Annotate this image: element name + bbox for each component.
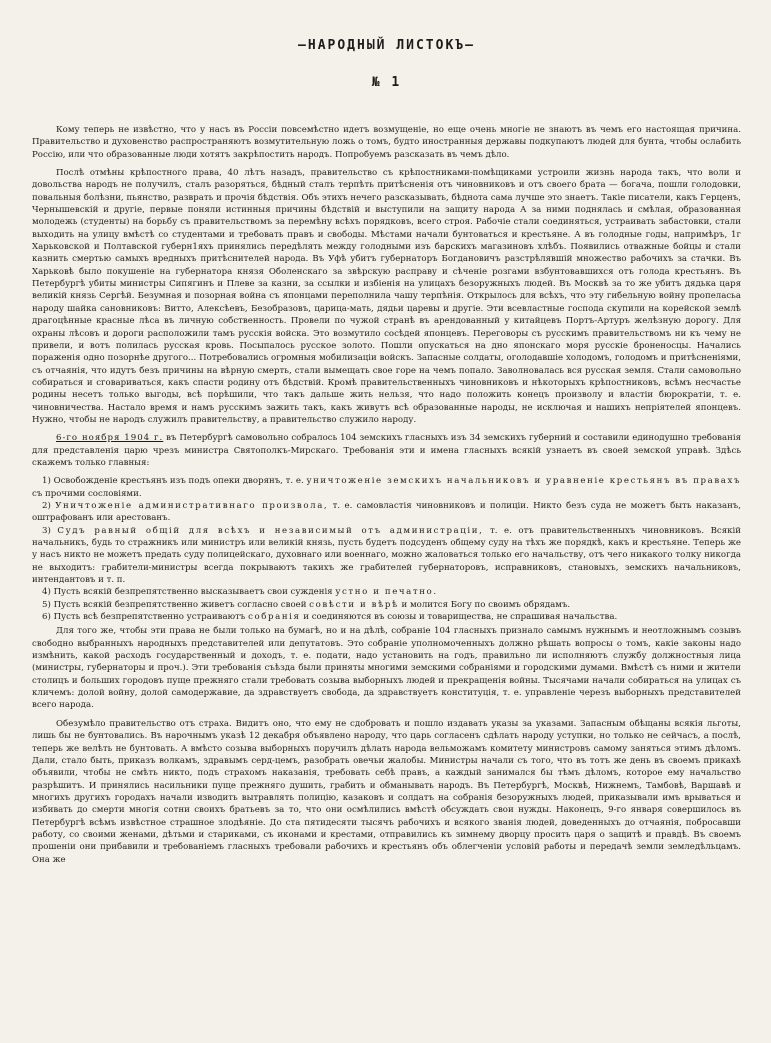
demand-emphasis: собранiя (248, 612, 301, 623)
paragraph-intro: Кому теперь не извѣстно, что у насъ въ Россiи повсемѣстно идетъ возмущенiе, но еще очень многiе не знаютъ въ чемъ его настоящая причина. Правительство и духовенство распространяютъ возмутительную ложь о томъ, будто иностранныя державы подкупаютъ людей для бунта, чтобы ослабить Россiю, или что образованные люди хотятъ закрѣпостить народъ. Попробуемъ разсказать въ чемъ дѣло. (32, 125, 741, 160)
page-title: —НАРОДНЫЙ ЛИСТОКЪ— (298, 38, 475, 53)
demand-tail: и соединяются въ союзы и товарищества, не спрашивая начальства. (303, 612, 618, 623)
assembly-text: въ Петербургѣ самовольно собралось 104 земскихъ гласныхъ изъ 34 земскихъ губерний и составили единодушно требованiя для представленiя царю чрезъ министра Святополкъ-Мирскаго. Требованiя эти и имена гласныхъ всякiй узнаетъ въ своей земской управѣ. Здѣсь скажемъ только главныя: (32, 433, 741, 468)
demand-emphasis: совѣсти и вѣрѣ (309, 599, 399, 610)
demand-tail: т. е. самовластiя чиновниковъ и полицiи. Никто безъ суда не можетъ быть наказанъ, оштрафованъ или арестованъ. (32, 500, 741, 524)
demand-emphasis: устно и печатно. (335, 587, 438, 598)
demand-item (32, 475, 741, 500)
demand-number: 5) (42, 599, 51, 610)
demand-number: 1) (42, 476, 51, 487)
demand-lead: Освобожденiе крестьянъ изъ подъ опеки дворянъ, т. е. (53, 476, 304, 487)
demand-lead: Пусть всякiй безпрепятственно живетъ согласно своей (53, 599, 307, 610)
demands-list (32, 475, 741, 623)
assembly-date: 6-го ноября 1904 г. (56, 433, 164, 444)
demand-number: 3) (42, 525, 51, 536)
demand-number: 6) (42, 612, 51, 623)
demand-emphasis: Судъ равный общiй для всѣхъ и независимый отъ администрацiи, (57, 525, 484, 536)
demand-tail: т. е. отъ правительственныхъ чиновниковъ. Всякiй начальникъ, будь то стражникъ или министръ или великiй князь, пусть будетъ подсуденъ общему суду на тѣхъ же порядкѣ, какъ и крестьяне. Теперь же у насъ никто не можетъ предать суду полицейскаго, духовнаго или военнаго, можно жаловаться только его начальству, отъ чего никакого толку никогда не выходитъ: грабители-министры всегда покрываютъ такихъ же грабителей губернаторовъ, исправниковъ, становыхъ, земскихъ начальниковъ, интендантовъ и т. п. (32, 525, 742, 586)
demand-item (32, 611, 741, 623)
demand-item (32, 586, 741, 598)
demand-tail: и молится Богу по своимъ обрядамъ. (401, 599, 571, 610)
paragraph-history: Послѣ отмѣны крѣпостного права, 40 лѣтъ назадъ, правительство съ крѣпостниками-помѣщиками устроили жизнь народа такъ, что воли и довольства народъ не получилъ, сталъ разоряться, бѣдный сталъ терпѣть притѣсненiя отъ чиновниковъ и отъ своего брата — богача, пошли голодовки, повальныя болѣзни, пьянство, разврать и прочiя бѣдствiя. Объ этихъ нечего разсказывать, бѣднота сама лучше это знаетъ. Такiе писатели, какъ Герценъ, Чернышевскiй и другiе, первые поняли истинныя причины бѣдствiй и выступили на защиту народа А за ними поднялась и смѣлая, образованная молодежь (студенты) на борьбу съ правительствомъ за перемѣну всѣхъ порядковъ, всего строя. Рабочiе стали соединяться, устраивать забастовки, стали выходить на улицу вмѣстѣ со студентами и требовать правъ и свободы. Мѣстами начали бунтоваться и крестьяне. А въ голодные годы, напримѣръ, 1г Харьковской и Полтавской губерн1яхъ принялись передѣлять между голодными изъ барскихъ магазиновъ хлѣбъ. Появились отважные бойцы и стали казнить смертью самыхъ вредныхъ притѣснителей народа. Въ Уфѣ убитъ губернаторъ Богдановичъ разстрѣлявшiй множество рабочихъ за стачки. Въ Харьковѣ было покушенiе на губернатора князя Оболенскаго за звѣрскую расправу и сѣченiе розгами взбунтовавшихся отъ голода крестьянъ. Въ Петербургѣ убиты министры Сипягинъ и Плеве за казни, за ссылки и избiенiя на улицахъ безоружныхъ людей. Въ Москвѣ за то же убитъ дядька царя великiй князь Сергѣй. Безумная и позорная война съ японцами переполнила чашу терпѣнiя. Открылось для всѣхъ, что эту гибельную войну пропеласьа народу шайка сановниковъ: Витто, Алексѣевъ, Безобразовъ, царица-мать, дядьи царевы и другiе. Эти всевластные господа скупили на корейской землѣ драгоцѣнные красные лѣса въ личную собственность. Провели по чужой странѣ въ арендованный у китайцевъ Портъ-Артуръ желѣзную дорогу. Для охраны лѣсовъ и дороги расположили тамъ русскiя войска. Это возмутило сосѣдей японцевъ. Переговоры съ русскимъ правительствомъ ни къ чему не привели, и вотъ полилась русская кровь. Посыпалось русское золото. Пошли опускаться на дно японскаго моря русскiе броненосцы. Начались пораженiя одно позорнѣе другого... Потребовались огромныя мобилизацiи войскъ. Запасные солдаты, оголодавшiе холодомъ, голодомъ и притѣсненiями, съ отчаянiя, что идутъ безъ причины на вѣрную смерть, стали вымещать свое горе на чемъ попало. Заволновалась вся русская земля. Стали самовольно собираться и сговариваться, какъ спасти родину отъ бѣдствiй. Кромѣ правительственныхъ чиновниковъ и нѣкоторыхъ крѣпостниковъ, всѣмъ несчастье родины несетъ только выгоды, всѣ порѣшили, что такъ дальше жить нельзя, что надо положить конецъ произволу и властiи бюрократiи, т. е. чиновничества. Настало время и намъ русскимъ зажить такъ, какъ живутъ всѣ образованные народы, не исключая и нашихъ непрiятелей японцевъ. Нужно, чтобы не народъ служилъ правительству, а правительство служило народу. (32, 168, 741, 425)
issue-number: № 1 (371, 75, 402, 90)
demand-lead: Пусть всякiй безпрепятственно высказываетъ свои сужденiя (53, 587, 333, 598)
demand-item (32, 599, 741, 611)
demand-number: 2) (42, 500, 51, 511)
paragraph-representatives: Для того же, чтобы эти права не были только на бумагѣ, но и на дѣлѣ, собранiе 104 гласныхъ признало самымъ нужнымъ и неотложнымъ созывъ свободно выбранныхъ народныхъ представителей или депутатовъ. Это собранiе уполномоченныхъ должно рѣшать вопросы о томъ, какiе законы надо измѣнить, какой расходъ государственный и доходъ, т. е. подати, надо установить на годъ, правильно ли исполняютъ службу должностныя лица (министры, губернаторы и проч.). Эти требованiя съѣзда были приняты многими земскими собранiями и городскими думами. Вмѣстѣ съ ними и жители столицъ и больших городовъ пуще прежняго стали требовать созыва выборныхъ людей и прекращенiя войны. Тысячами начали собираться на улицах съ кличемъ: долой войну, долой самодержавие, да здравствуетъ свобода, да здравствуетъ конституцiя, т. е. управленiе черезъ выборныхъ представителей всего народа. (32, 626, 741, 711)
demand-emphasis: уничтоженiе земскихъ начальниковъ и уравненiе крестьянъ въ правахъ (306, 476, 742, 487)
demand-number: 4) (42, 587, 51, 598)
paragraph-government: Обезумѣло правительство отъ страха. Видитъ оно, что ему не сдобровать и пошло издавать указы за указами. Запасным обѣщаны всякiя льготы, лишь бы не бунтовались. Въ нарочнымъ указѣ 12 декабря объявлено народу, что царь согласенъ сдѣлать народу уступки, но только не сейчасъ, а послѣ, теперь же велѣть не бунтовать. А вмѣсто созыва выборныхъ поручилъ дѣлать народа вельможамъ комитету министровъ самому заняться этимъ дѣломъ. Дали, стало быть, приказъ волкамъ, здравымъ серд-цемъ, разобрать овечьи жалобы. Министры начали съ того, что въ тотъ же день въ своемъ прикахѣ объявили, чтобы не смѣть никто, подъ страхомъ наказанiя, требовать себѣ правъ, а каждый занимался бы тѣмъ дѣломъ, которое ему начальство разрѣшитъ. И принялись насильники пуще прежняго душить, грабить и обманывать народъ. Въ Петербургѣ, Москвѣ, Нижнемъ, Тамбовѣ, Варшавѣ и многихъ другихъ городахъ начали изводить вытравлять полицiю, казаковъ и солдатъ на собранiя безоружныхъ людей, приказывали имъ врываться и избивать до смерти многiя сотни своихъ братьевъ за то, что они осмѣлились вмѣстѣ обсуждать свои нужды. Наконецъ, 9-го января совершилось въ Петербургѣ всѣмъ извѣстное страшное злодѣянiе. До ста пятидесяти тысячъ рабочихъ и всякого званiя людей, доведенныхъ до отчаянiя, побросавши работу, со своими женами, дѣтьми и стариками, съ иконами и крестами, отправились къ зимнему дворцу просить царя о защитѣ и правдѣ. Въ своемъ прошенiи они прибавили и требованiемъ гласныхъ требовали рабочихъ и крестьянъ объ облегченiи условiй работы и передачѣ земли земледѣльцамъ. Она же (32, 718, 741, 865)
demand-item (32, 525, 741, 587)
demand-emphasis: Уничтоженiе административнаго произвола, (55, 500, 329, 511)
article-body (32, 124, 741, 866)
demand-item (32, 500, 741, 525)
paragraph-assembly (32, 432, 741, 469)
demand-lead: Пусть всѣ безпрепятственно устраиваютъ (53, 612, 246, 623)
demand-tail: съ прочими сословiями. (32, 488, 142, 499)
